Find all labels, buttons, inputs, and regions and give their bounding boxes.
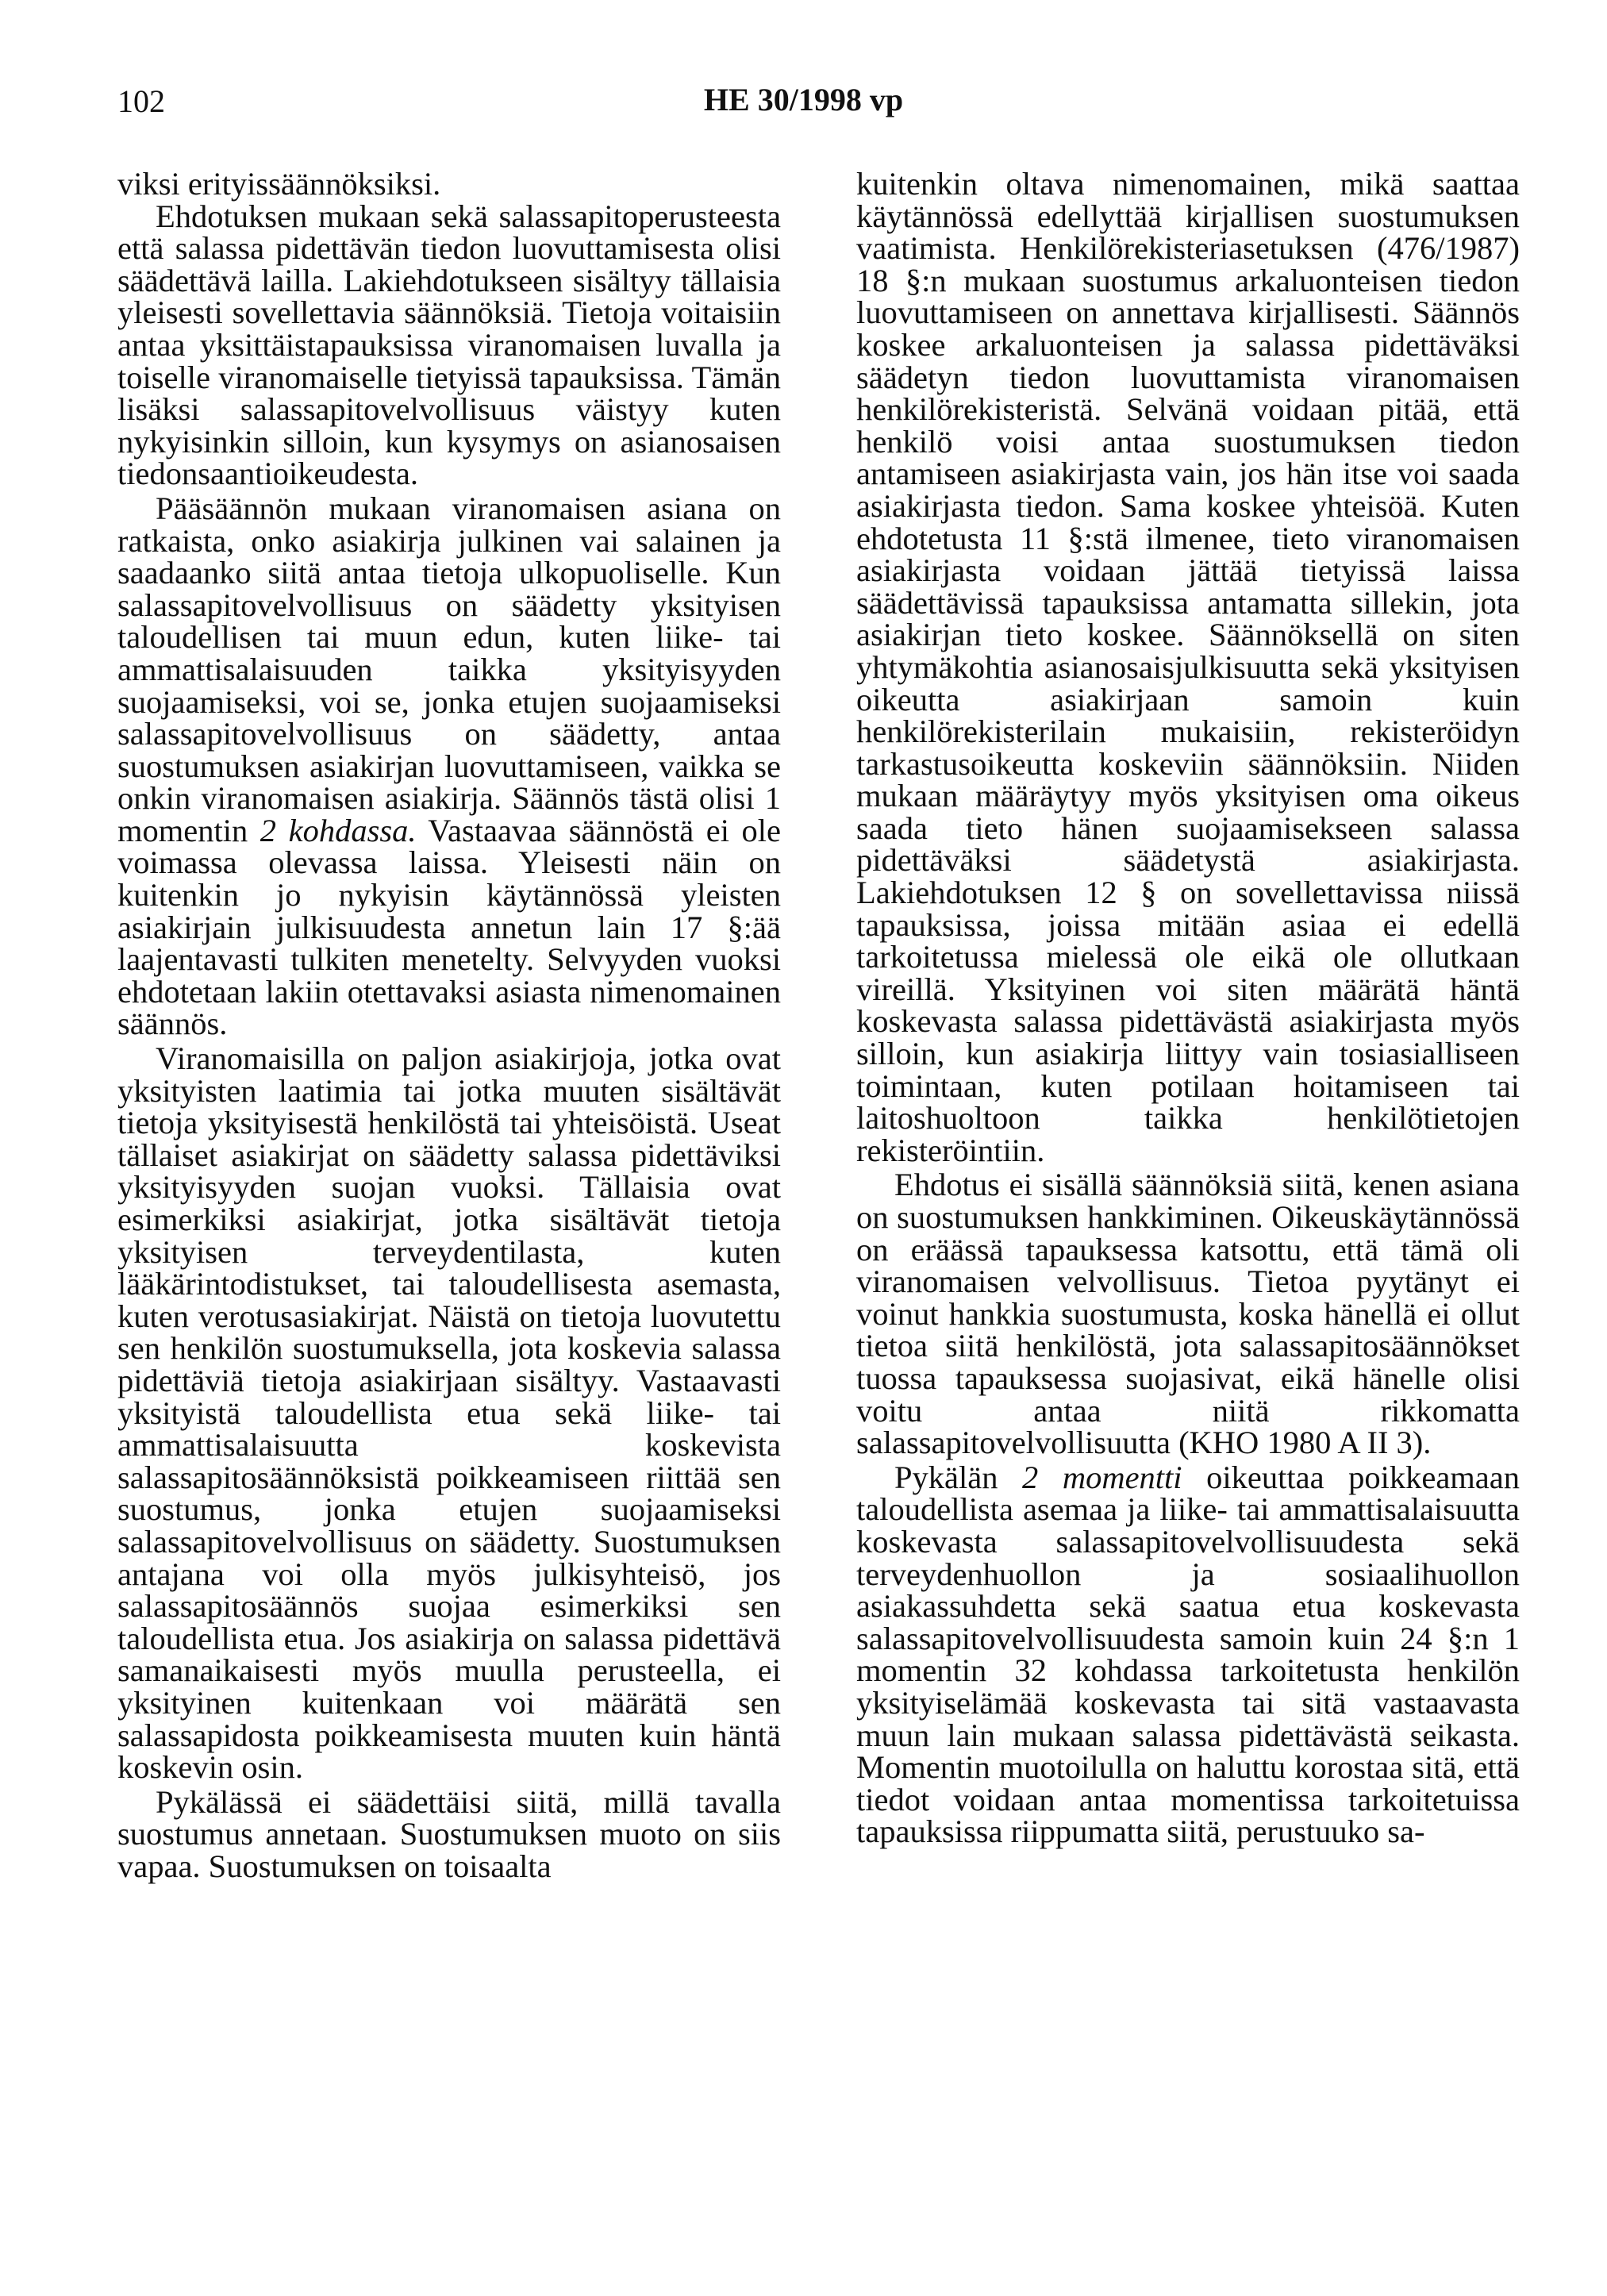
paragraph: Ehdotuksen mukaan sekä salassapitoperusteesta että salassa pidettävän tiedon luovuttamisesta olisi säädettävä lailla. Lakiehdotukseen sisältyy tällaisia yleisesti sovellettavia säännöksiä. Tietoja voitaisiin antaa yksittäistapauksissa viranomaisen luvalla ja toiselle viranomaiselle tietyissä tapauksissa. Tämän lisäksi salassapitovelvollisuus väistyy kuten nykyisinkin silloin, kun kysymys on asianosaisen tiedonsaantioikeudesta. <box>117 198 781 492</box>
running-header: HE 30/1998 vp <box>703 82 904 117</box>
paragraph-text: Vastaavaa säännöstä ei ole voimassa olevassa laissa. Yleisesti näin on kuitenkin jo nykyisin käytännössä yleisten asiakirjain julkisuudesta annetun lain 17 §:ää laajentavasti tulkiten menetelty. Selvyyden vuoksi ehdotetaan lakiin otettavaksi asiasta nimenomainen säännös. <box>117 812 782 1042</box>
emphasis-text: 2 kohdassa. <box>260 812 417 848</box>
paragraph: Ehdotus ei sisällä säännöksiä siitä, kenen asiana on suostumuksen hankkiminen. Oikeuskäytännössä on eräässä tapauksessa katsottu, että tämä oli viranomaisen velvollisuus. Tietoa pyytänyt ei voinut hankkia suostumusta, koska hänellä ei ollut tietoa siitä henkilöstä, jota salassapitosäännökset tuossa tapauksessa suojasivat, eikä hänelle olisi voitu antaa niitä rikkomatta salassapitovelvollisuutta (KHO 1980 A II 3). <box>856 1167 1520 1461</box>
page-number: 102 <box>117 83 165 119</box>
right-column <box>856 168 1520 1848</box>
left-column <box>117 168 781 1883</box>
paragraph: viksi erityissäännöksiksi. <box>117 166 441 202</box>
paragraph: Pykälässä ei säädettäisi siitä, millä tavalla suostumus annetaan. Suostumuksen muoto on siis vapaa. Suostumuksen on toisaalta <box>117 1783 781 1884</box>
paragraph: kuitenkin oltava nimenomainen, mikä saattaa käytännössä edellyttää kirjallisen suostumuksen vaatimista. Henkilörekisteriasetuksen (476/1987) 18 §:n mukaan suostumus arkaluonteisen tiedon luovuttamiseen on annettava kirjallisesti. Säännös koskee arkaluonteisen ja salassa pidettäväksi säädetyn tiedon luovuttamista viranomaisen henkilörekisteristä. Selvänä voidaan pitää, että henkilö voisi antaa suostumuksen tiedon antamiseen asiakirjasta vain, jos hän itse voi saada asiakirjasta tiedon. Sama koskee yhteisöä. Kuten ehdotetusta 11 §:stä ilmenee, tieto viranomaisen asiakirjasta voidaan jättää tietyissä laissa säädettävissä tapauksissa antamatta sillekin, jota asiakirjan tieto koskee. Säännöksellä on siten yhtymäkohtia asianosaisjulkisuutta sekä yksityisen oikeutta asiakirjaan samoin kuin henkilörekisterilain mukaisiin, rekisteröidyn tarkastusoikeutta koskeviin säännöksiin. Niiden mukaan määräytyy myös yksityisen oma oikeus saada tieto hänen suojaamisekseen salassa pidettäväksi säädetystä asiakirjasta. Lakiehdotuksen 12 § on sovellettavissa niissä tapauksissa, joissa mitään asiaa ei edellä tarkoitetussa mielessä ole eikä ole ollutkaan vireillä. Yksityinen voi siten määrätä häntä koskevasta salassa pidettävästä asiakirjasta myös silloin, kun asiakirja liittyy vain tosiasialliseen toimintaan, kuten potilaan hoitamiseen tai laitoshuoltoon taikka henkilötietojen rekisteröintiin. <box>856 166 1520 1168</box>
paragraph <box>117 490 782 1042</box>
paragraph: Viranomaisilla on paljon asiakirjoja, jotka ovat yksityisten laatimia tai jotka muuten sisältävät tietoja yksityisestä henkilöstä tai yhteisöistä. Useat tällaiset asiakirjat on säädetty salassa pidettäviksi yksityisyyden suojan vuoksi. Tällaisia ovat esimerkiksi asiakirjat, jotka sisältävät tietoja yksityisen terveydentilasta, kuten lääkärintodistukset, tai taloudellisesta asemasta, kuten verotusasiakirjat. Näistä on tietoja luovutettu sen henkilön suostumuksella, jota koskevia salassa pidettäviä tietoja asiakirjaan sisältyy. Vastaavasti yksityistä taloudellista etua sekä liike- tai ammattisalaisuutta koskevista salassapitosäännöksistä poikkeamiseen riittää sen suostumus, jonka etujen suojaamiseksi salassapitovelvollisuus on säädetty. Suostumuksen antajana voi olla myös julkisyhteisö, jos salassapitosäännös suojaa esimerkiksi sen taloudellista etua. Jos asiakirja on salassa pidettävä samanaikaisesti myös muulla perusteella, ei yksityinen kuitenkaan voi määrätä sen salassapidosta poikkeamisesta muuten kuin häntä koskevin osin. <box>117 1040 781 1786</box>
paragraph-text: Pykälän <box>894 1459 1023 1495</box>
paragraph-text: Pääsäännön mukaan viranomaisen asiana on ratkaista, onko asiakirja julkinen vai salainen ja saadaanko siitä antaa tietoja ulkopuoliselle. Kun salassapitovelvollisuus on säädetty yksityisen taloudellisen tai muun edun, kuten liike- tai ammattisalaisuuden taikka yksityisyyden suojaamiseksi, voi se, jonka etujen suojaamiseksi salassapitovelvollisuus on säädetty, antaa suostumuksen asiakirjan luovuttamiseen, vaikka se onkin viranomaisen asiakirja. Säännös tästä olisi 1 momentin <box>117 490 781 848</box>
emphasis-text: 2 momentti <box>1022 1459 1182 1495</box>
paragraph-text: oikeuttaa poikkeamaan taloudellista asemaa ja liike- tai ammattisalaisuutta koskevasta salassapitovelvollisuudesta sekä terveydenhuollon ja sosiaalihuollon asiakassuhdetta sekä saatua etua koskevasta salassapitovelvollisuudesta samoin kuin 24 §:n 1 momentin 32 kohdassa tarkoitetusta henkilön yksityiselämää koskevasta tai sitä vastaavasta muun lain mukaan salassa pidettävästä seikasta. Momentin muotoilulla on haluttu korostaa sitä, että tiedot voidaan antaa momentissa tarkoitetuissa tapauksissa riippumatta siitä, perustuuko sa- <box>856 1459 1520 1850</box>
paragraph <box>856 1459 1520 1850</box>
